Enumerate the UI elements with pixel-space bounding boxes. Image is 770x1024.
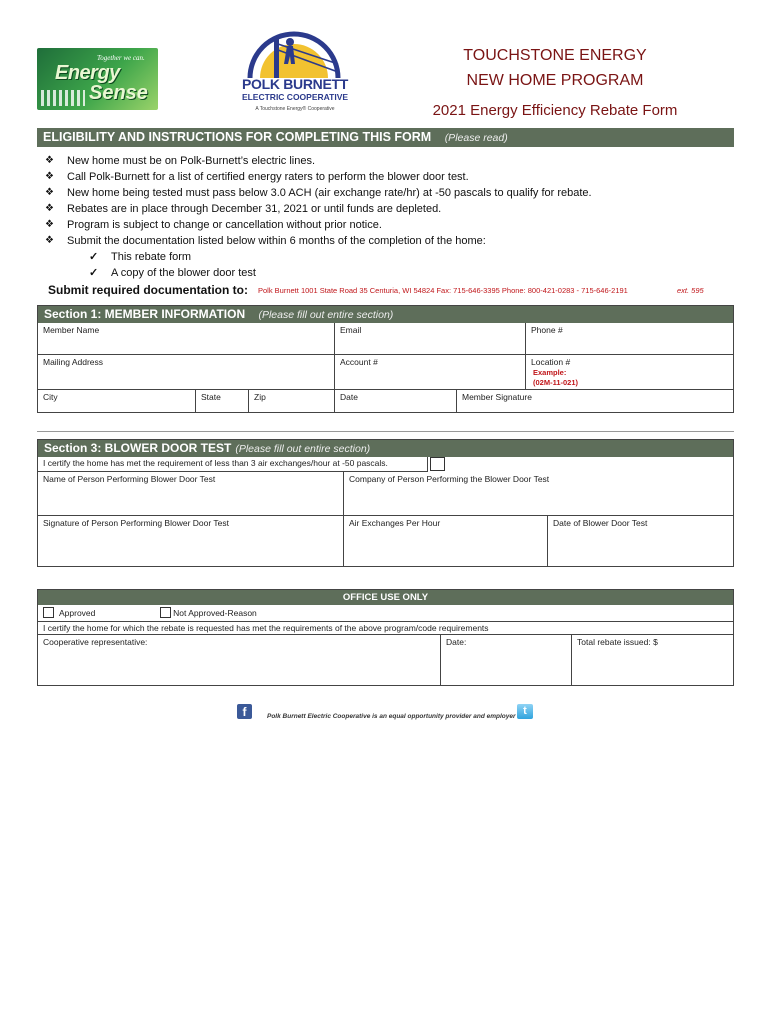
- air-exchanges-field[interactable]: [344, 516, 548, 566]
- polk-subtitle: ELECTRIC COOPERATIVE: [241, 92, 349, 102]
- program-title-line1: TOUCHSTONE ENERGY: [463, 47, 647, 64]
- list-item: ❖ Program is subject to change or cancellation without prior notice.: [45, 217, 592, 233]
- section1-heading-bar: [38, 306, 733, 323]
- section3-heading: Section 3: BLOWER DOOR TEST: [44, 441, 232, 455]
- member-signature-field[interactable]: [457, 390, 733, 412]
- not-approved-label: Not Approved-Reason: [173, 608, 257, 618]
- test-date-label: Date of Blower Door Test: [553, 518, 648, 528]
- people-icon: [41, 90, 85, 106]
- twitter-icon[interactable]: t: [517, 704, 533, 719]
- member-information-section: [37, 305, 734, 413]
- section1-note: (Please fill out entire section): [258, 309, 394, 321]
- member-name-label: Member Name: [43, 325, 100, 335]
- section3-heading-bar: [38, 440, 733, 457]
- state-label: State: [201, 392, 221, 402]
- logo-tagline: Together we can.: [97, 54, 145, 62]
- energy-sense-logo: [37, 48, 158, 110]
- city-label: City: [43, 392, 58, 402]
- office-heading: OFFICE USE ONLY: [38, 590, 733, 605]
- list-item: ❖ New home must be on Polk-Burnett’s electric lines.: [45, 153, 592, 169]
- certify-checkbox[interactable]: [430, 457, 445, 471]
- mailing-address-label: Mailing Address: [43, 357, 104, 367]
- equal-opportunity-statement: Polk Burnett Electric Cooperative is an equal opportunity provider and employer: [267, 713, 516, 720]
- location-example-value: (02M-11-021): [533, 378, 579, 387]
- office-use-section: [37, 589, 734, 686]
- account-field[interactable]: [335, 355, 526, 390]
- approval-row: [38, 605, 733, 622]
- account-label: Account #: [340, 357, 378, 367]
- coop-rep-label: Cooperative representative:: [43, 637, 148, 647]
- submit-extension: ext. 595: [677, 286, 704, 295]
- section3-note: (Please fill out entire section): [235, 443, 371, 455]
- checklist-item: ✓ This rebate form: [45, 249, 592, 265]
- eligibility-heading: ELIGIBILITY AND INSTRUCTIONS FOR COMPLETING THIS FORM: [43, 130, 432, 144]
- section1-heading: Section 1: MEMBER INFORMATION: [44, 307, 246, 321]
- tester-company-field[interactable]: [344, 472, 733, 516]
- eligibility-list: [45, 153, 592, 281]
- list-item: ❖ Submit the documentation listed below within 6 months of the completion of the home:: [45, 233, 592, 249]
- office-certify: I certify the home for which the rebate is requested has met the requirements of the above program/code requirements: [38, 622, 733, 635]
- list-item: ❖ Call Polk-Burnett for a list of certified energy raters to perform the blower door test.: [45, 169, 592, 185]
- zip-field[interactable]: [249, 390, 335, 412]
- phone-field[interactable]: [526, 323, 733, 355]
- member-name-field[interactable]: [38, 323, 335, 355]
- location-example-label: Example:: [533, 367, 567, 377]
- tester-name-field[interactable]: [38, 472, 344, 516]
- list-item: ❖ Rebates are in place through December 31, 2021 or until funds are depleted.: [45, 201, 592, 217]
- date-label: Date: [340, 392, 358, 402]
- phone-label: Phone #: [531, 325, 563, 335]
- zip-label: Zip: [254, 392, 266, 402]
- air-exchanges-label: Air Exchanges Per Hour: [349, 518, 441, 528]
- eligibility-heading-bar: [37, 128, 734, 147]
- tester-name-label: Name of Person Performing Blower Door Test: [43, 474, 216, 484]
- polk-tagline: A Touchstone Energy® Cooperative: [255, 106, 335, 112]
- form-title: 2021 Energy Efficiency Rebate Form: [432, 102, 678, 119]
- total-rebate-label: Total rebate issued: $: [577, 637, 658, 647]
- certify-statement: I certify the home has met the requirement of less than 3 air exchanges/hour at -50 pascals.: [38, 457, 428, 472]
- tester-company-label: Company of Person Performing the Blower Door Test: [349, 474, 550, 484]
- polk-name: POLK BURNETT: [241, 76, 349, 92]
- location-label: Location #: [531, 357, 571, 367]
- email-field[interactable]: [335, 323, 526, 355]
- coop-rep-field[interactable]: [38, 635, 441, 685]
- approved-checkbox[interactable]: [43, 607, 54, 618]
- city-field[interactable]: [38, 390, 196, 412]
- logo-word-sense: Sense: [89, 82, 148, 104]
- list-item: ❖ New home being tested must pass below 3.0 ACH (air exchange rate/hr) at -50 pascals to qualify for rebate.: [45, 185, 592, 201]
- polk-burnett-logo: [238, 24, 350, 118]
- tester-signature-label: Signature of Person Performing Blower Door Test: [43, 518, 229, 528]
- eligibility-note: (Please read): [444, 132, 508, 144]
- approved-label: Approved: [59, 608, 96, 618]
- section-divider: [37, 431, 734, 432]
- lineworker-icon: [238, 24, 350, 80]
- program-title-line2: NEW HOME PROGRAM: [466, 72, 644, 89]
- not-approved-checkbox[interactable]: [160, 607, 171, 618]
- email-label: Email: [340, 325, 362, 335]
- logo-word-energy: Energy: [55, 62, 120, 84]
- checklist-item: ✓ A copy of the blower door test: [45, 265, 592, 281]
- total-rebate-field[interactable]: [572, 635, 733, 685]
- date-field[interactable]: [335, 390, 457, 412]
- submit-label: Submit required documentation to:: [48, 283, 248, 297]
- tester-signature-field[interactable]: [38, 516, 344, 566]
- test-date-field[interactable]: [548, 516, 733, 566]
- blower-door-test-section: [37, 439, 734, 567]
- submit-address: Polk Burnett 1001 State Road 35 Centuria, WI 54824 Fax: 715-646-3395 Phone: 800-421-0283 - 715-646-2191: [258, 286, 628, 295]
- location-field[interactable]: [526, 355, 733, 390]
- facebook-icon[interactable]: f: [237, 704, 252, 719]
- state-field[interactable]: [196, 390, 249, 412]
- mailing-address-field[interactable]: [38, 355, 335, 390]
- member-signature-label: Member Signature: [462, 392, 532, 402]
- office-date-field[interactable]: [441, 635, 572, 685]
- office-date-label: Date:: [446, 637, 467, 647]
